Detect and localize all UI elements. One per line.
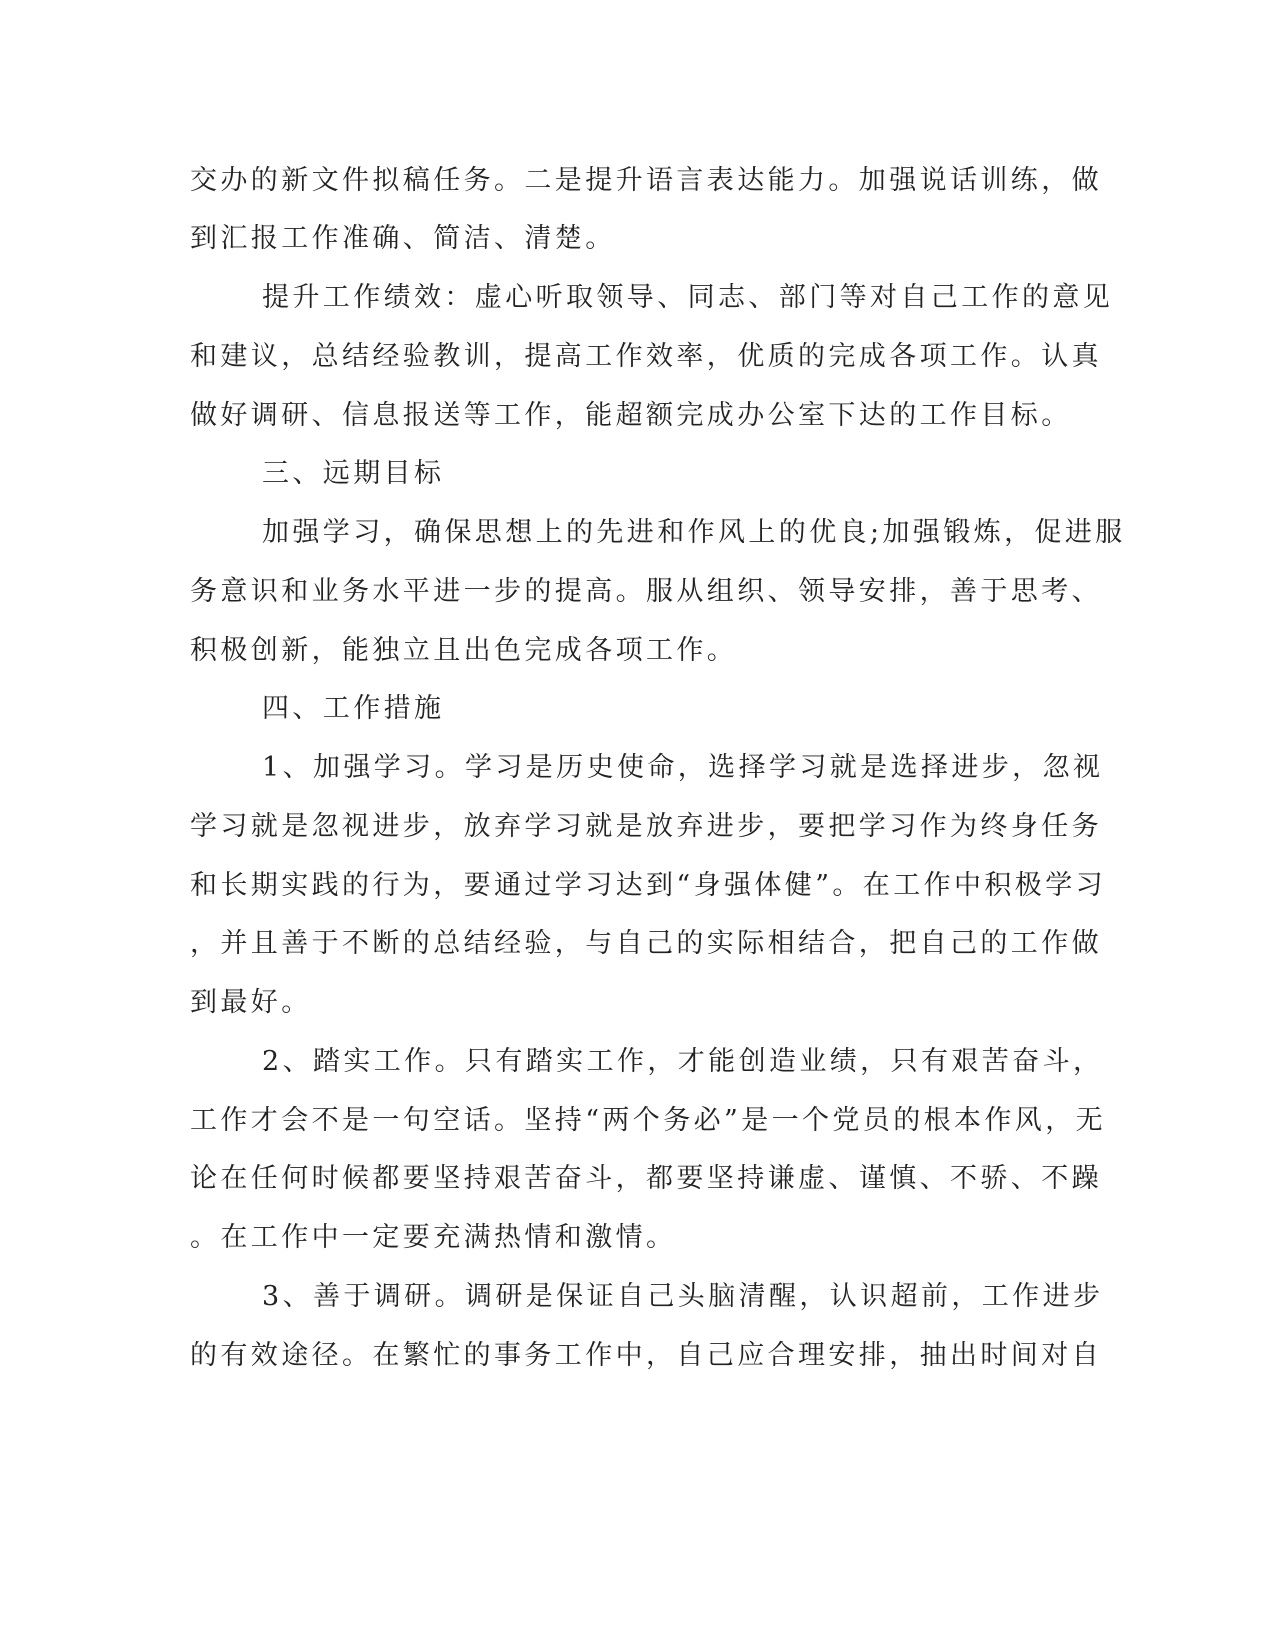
text-line: 。在工作中一定要充满热情和激情。: [190, 1222, 677, 1253]
section-heading: 三、远期目标: [262, 458, 445, 489]
paragraph-start-line: 3、善于调研。调研是保证自己头脑清醒，认识超前，工作进步: [262, 1281, 1104, 1312]
paragraph-start-line: 提升工作绩效：虚心听取领导、同志、部门等对自己工作的意见: [262, 282, 1114, 313]
paragraph-start-line: 加强学习，确保思想上的先进和作风上的优良;加强锻炼，促进服: [262, 517, 1126, 548]
text-line: 和长期实践的行为，要通过学习达到“身强体健”。在工作中积极学习: [190, 870, 1107, 901]
section-heading: 四、工作措施: [262, 693, 445, 724]
paragraph-start-line: 2、踏实工作。只有踏实工作，才能创造业绩，只有艰苦奋斗，: [262, 1046, 1104, 1077]
text-line: 和建议，总结经验教训，提高工作效率，优质的完成各项工作。认真: [190, 341, 1102, 372]
text-line: 交办的新文件拟稿任务。二是提升语言表达能力。加强说话训练，做: [190, 165, 1102, 196]
text-line: 到最好。: [190, 987, 312, 1018]
text-line: 工作才会不是一句空话。坚持“两个务必”是一个党员的根本作风，无: [190, 1105, 1107, 1136]
text-line: 到汇报工作准确、简洁、清楚。: [190, 223, 616, 254]
text-line: ，并且善于不断的总结经验，与自己的实际相结合，把自己的工作做: [190, 928, 1102, 959]
text-line: 的有效途径。在繁忙的事务工作中，自己应合理安排，抽出时间对自: [190, 1340, 1102, 1371]
paragraph-start-line: 1、加强学习。学习是历史使命，选择学习就是选择进步，忽视: [262, 752, 1104, 783]
text-line: 积极创新，能独立且出色完成各项工作。: [190, 635, 738, 666]
text-line: 做好调研、信息报送等工作，能超额完成办公室下达的工作目标。: [190, 400, 1072, 431]
text-line: 务意识和业务水平进一步的提高。服从组织、领导安排，善于思考、: [190, 576, 1102, 607]
text-line: 学习就是忽视进步，放弃学习就是放弃进步，要把学习作为终身任务: [190, 811, 1102, 842]
text-line: 论在任何时候都要坚持艰苦奋斗，都要坚持谦虚、谨慎、不骄、不躁: [190, 1163, 1102, 1194]
